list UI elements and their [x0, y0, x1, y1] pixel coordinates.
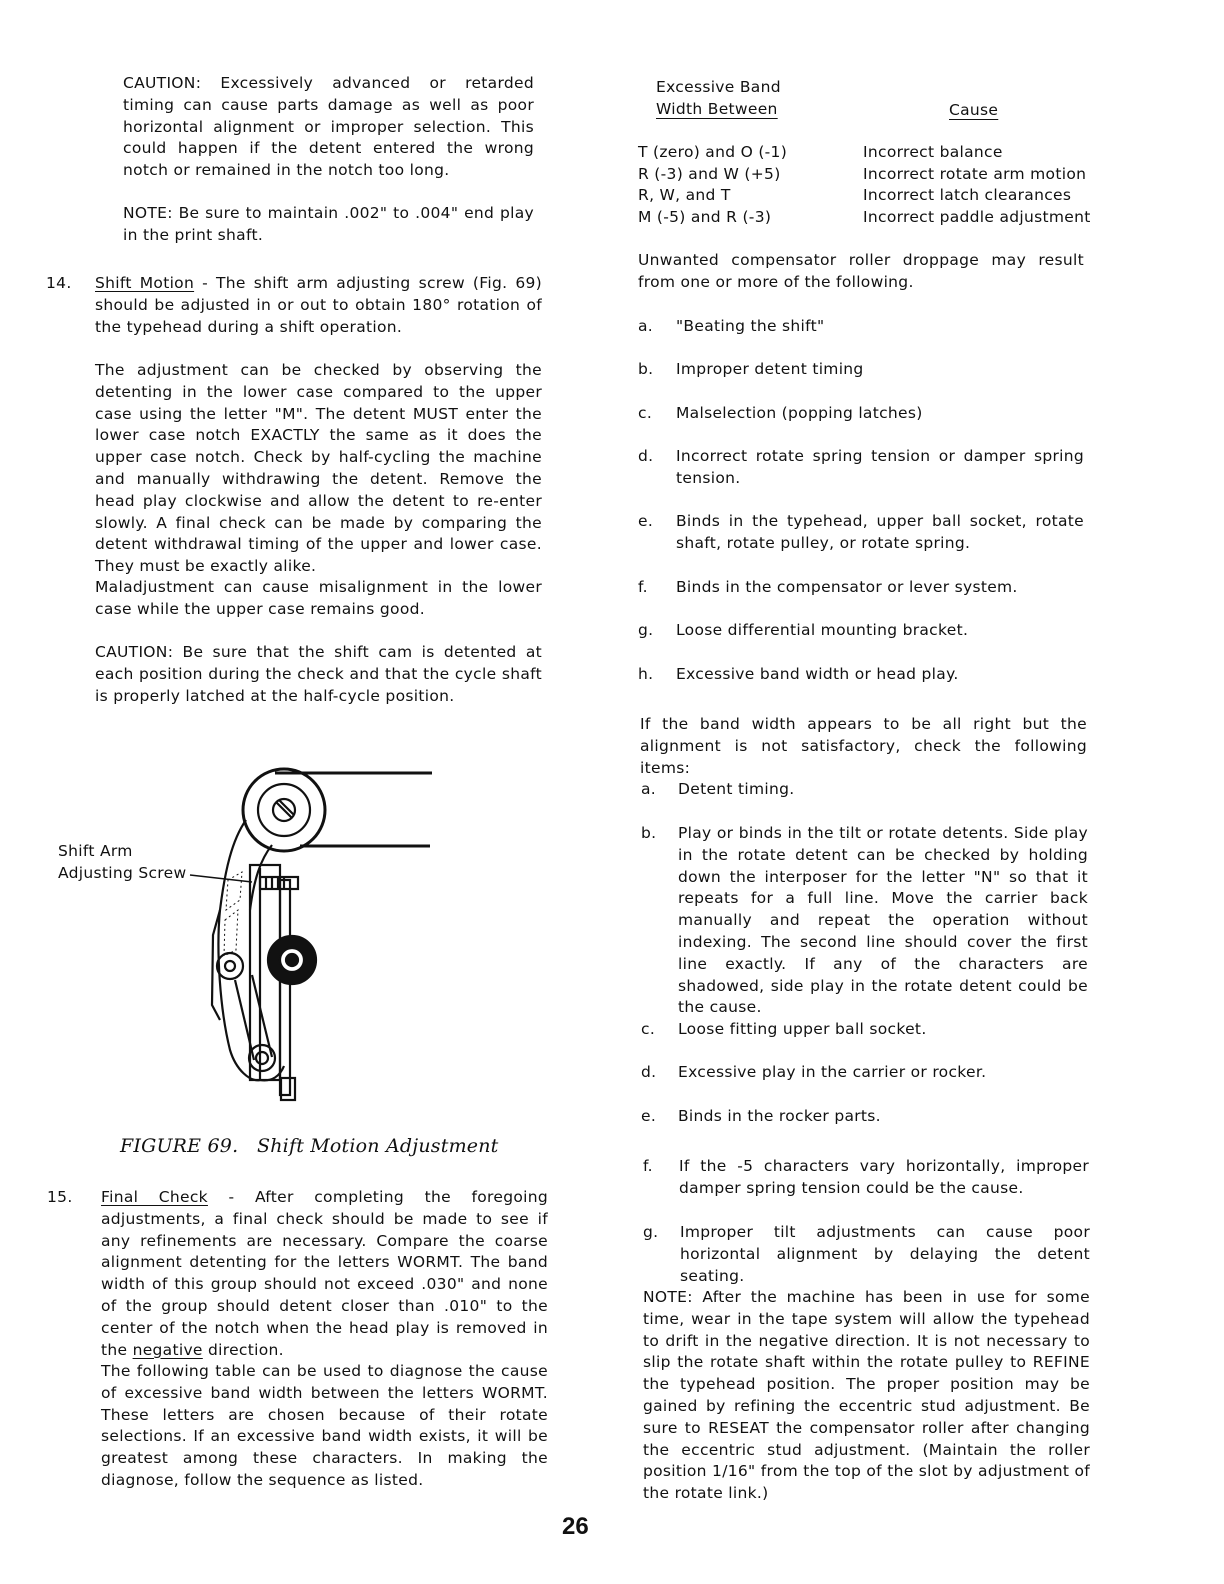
item-text: Improper tilt adjustments can cause poor horizontal alignment by delaying the detent seating.	[680, 1223, 1090, 1285]
note-end-play: NOTE: Be sure to maintain .002" to .004" end play in the print shaft.	[123, 204, 534, 244]
caution-shift-cam: CAUTION: Be sure that the shift cam is detented at each position during the check and that the cycle shaft is properly latched at the half-cycle position.	[95, 643, 542, 705]
item-15-end: direction.	[202, 1340, 284, 1359]
item-letter: h.	[638, 665, 654, 683]
cell-between: R (-3) and W (+5)	[638, 165, 781, 183]
header-line1: Excessive Band	[656, 78, 781, 96]
page-number: 26	[562, 1513, 589, 1540]
item-15-title: Final Check	[101, 1188, 208, 1206]
cell-cause: Incorrect paddle adjustment	[863, 208, 1091, 226]
shift-arm	[218, 820, 260, 1080]
figure-label-line2: Adjusting Screw	[58, 863, 187, 882]
item-letter: c.	[641, 1020, 656, 1038]
item-text: Malselection (popping latches)	[676, 404, 923, 422]
label-leader	[190, 875, 252, 882]
item-text: Excessive play in the carrier or rocker.	[678, 1063, 987, 1081]
item-text: Improper detent timing	[676, 360, 864, 378]
item-14-text	[95, 273, 542, 338]
figure-label-line1: Shift Arm	[58, 842, 133, 860]
cell-between: R, W, and T	[638, 186, 731, 204]
cell-between: M (-5) and R (-3)	[638, 208, 772, 226]
item-text: Excessive band width or head play.	[676, 665, 959, 683]
item-letter: f.	[638, 578, 648, 596]
paragraph-check: The adjustment can be checked by observing the detenting in the lower case compared to the upper case using the letter "M". The detent MUST enter the lower case notch EXACTLY the same as it does the upper case notch. Check by half-cycling the machine and manually withdrawing the detent. Remove the head play clockwise and allow the detent to re-enter slowly. A final check can be made by comparing the detent withdrawal timing of the upper and lower case. They must be exactly alike.	[95, 361, 542, 576]
item-text: Binds in the compensator or lever system.	[676, 578, 1018, 596]
item-15-body: - After completing the foregoing adjustments, a final check should be made to see if any refinements are necessary. Compare the coarse alignment detenting for the letters WORMT. The band width of this group should not exceed .030" and none of the group should detent closer than .010" to the center of the notch when the head play is removed in the	[101, 1188, 548, 1359]
item-letter: a.	[641, 780, 657, 798]
item-text: "Beating the shift"	[676, 317, 825, 335]
droppage-intro: Unwanted compensator roller droppage may result from one or more of the following.	[638, 251, 1084, 291]
item-text: Detent timing.	[678, 780, 795, 798]
table-row	[638, 164, 1098, 186]
cell-cause: Incorrect balance	[863, 143, 1003, 161]
figure-caption: FIGURE 69. Shift Motion Adjustment	[120, 1135, 499, 1157]
item-letter: d.	[638, 447, 654, 465]
item-text: Loose differential mounting bracket.	[676, 621, 969, 639]
shift-arm-drawing	[180, 760, 450, 1110]
item-letter: c.	[638, 404, 653, 422]
cell-cause: Incorrect rotate arm motion	[863, 165, 1087, 183]
item-15-negative: negative	[132, 1340, 203, 1359]
item-letter: g.	[643, 1223, 659, 1241]
table-row	[638, 142, 1098, 164]
item-text: Incorrect rotate spring tension or damper spring tension.	[676, 447, 1084, 487]
table-row	[638, 185, 1098, 207]
item-letter: e.	[641, 1107, 657, 1125]
cell-between: T (zero) and O (-1)	[638, 143, 788, 161]
cell-cause: Incorrect latch clearances	[863, 186, 1072, 204]
alignment-intro: If the band width appears to be all right but the alignment is not satisfactory, check the following items:	[640, 715, 1087, 777]
table-header-cause: Cause	[949, 101, 999, 119]
item-14-title: Shift Motion	[95, 274, 195, 292]
item-text: Binds in the typehead, upper ball socket, rotate shaft, rotate pulley, or rotate spring.	[676, 512, 1084, 552]
item-14-body: - The shift arm adjusting screw (Fig. 69) should be adjusted in or out to obtain 180° rotation of the typehead during a shift operation.	[95, 274, 542, 336]
item-letter: a.	[638, 317, 654, 335]
item-text: Play or binds in the tilt or rotate detents. Side play in the rotate detent can be checked by holding down the interposer for the letter "N" so that it repeats for a full line. Move the carrier back manually and repeat the operation without indexing. The second line should cover the first line exactly. If any of the characters are shadowed, side play in the rotate detent could be the cause.	[678, 824, 1088, 1017]
item-15-text	[101, 1187, 548, 1361]
item-text: Loose fitting upper ball socket.	[678, 1020, 927, 1038]
paragraph-maladjustment: Maladjustment can cause misalignment in the lower case while the upper case remains good.	[95, 578, 542, 618]
item-text: Binds in the rocker parts.	[678, 1107, 881, 1125]
item-letter: e.	[638, 512, 654, 530]
item-number: 15.	[47, 1188, 73, 1206]
table-row	[638, 207, 1098, 229]
caution-timing: CAUTION: Excessively advanced or retarded timing can cause parts damage as well as poor horizontal alignment or improper selection. This could happen if the detent entered the wrong notch or remained in the notch too long.	[123, 74, 534, 180]
item-text: If the -5 characters vary horizontally, improper damper spring tension could be the cause.	[679, 1157, 1089, 1197]
note-typehead-drift: NOTE: After the machine has been in use for some time, wear in the tape system will allow the typehead to drift in the negative direction. It is not necessary to slip the rotate shaft within the rotate pulley to REFINE the typehead position. The proper position may be gained by refining the eccentric stud adjustment. Be sure to RESEAT the compensator roller after changing the eccentric stud adjustment. (Maintain the roller position 1/16" from the top of the slot by adjustment of the rotate link.)	[643, 1288, 1090, 1503]
item-letter: f.	[643, 1157, 653, 1175]
paragraph-table-intro: The following table can be used to diagnose the cause of excessive band width between the letters WORMT. These letters are chosen because of their rotate selections. If an excessive band width exists, it will be greatest among these characters. In making the diagnose, follow the sequence as listed.	[101, 1362, 548, 1489]
item-letter: d.	[641, 1063, 657, 1081]
item-letter: b.	[638, 360, 654, 378]
item-number: 14.	[46, 274, 72, 292]
header-line2: Width Between	[656, 99, 778, 118]
table-header-between	[656, 77, 781, 121]
item-letter: g.	[638, 621, 654, 639]
item-letter: b.	[641, 824, 657, 842]
